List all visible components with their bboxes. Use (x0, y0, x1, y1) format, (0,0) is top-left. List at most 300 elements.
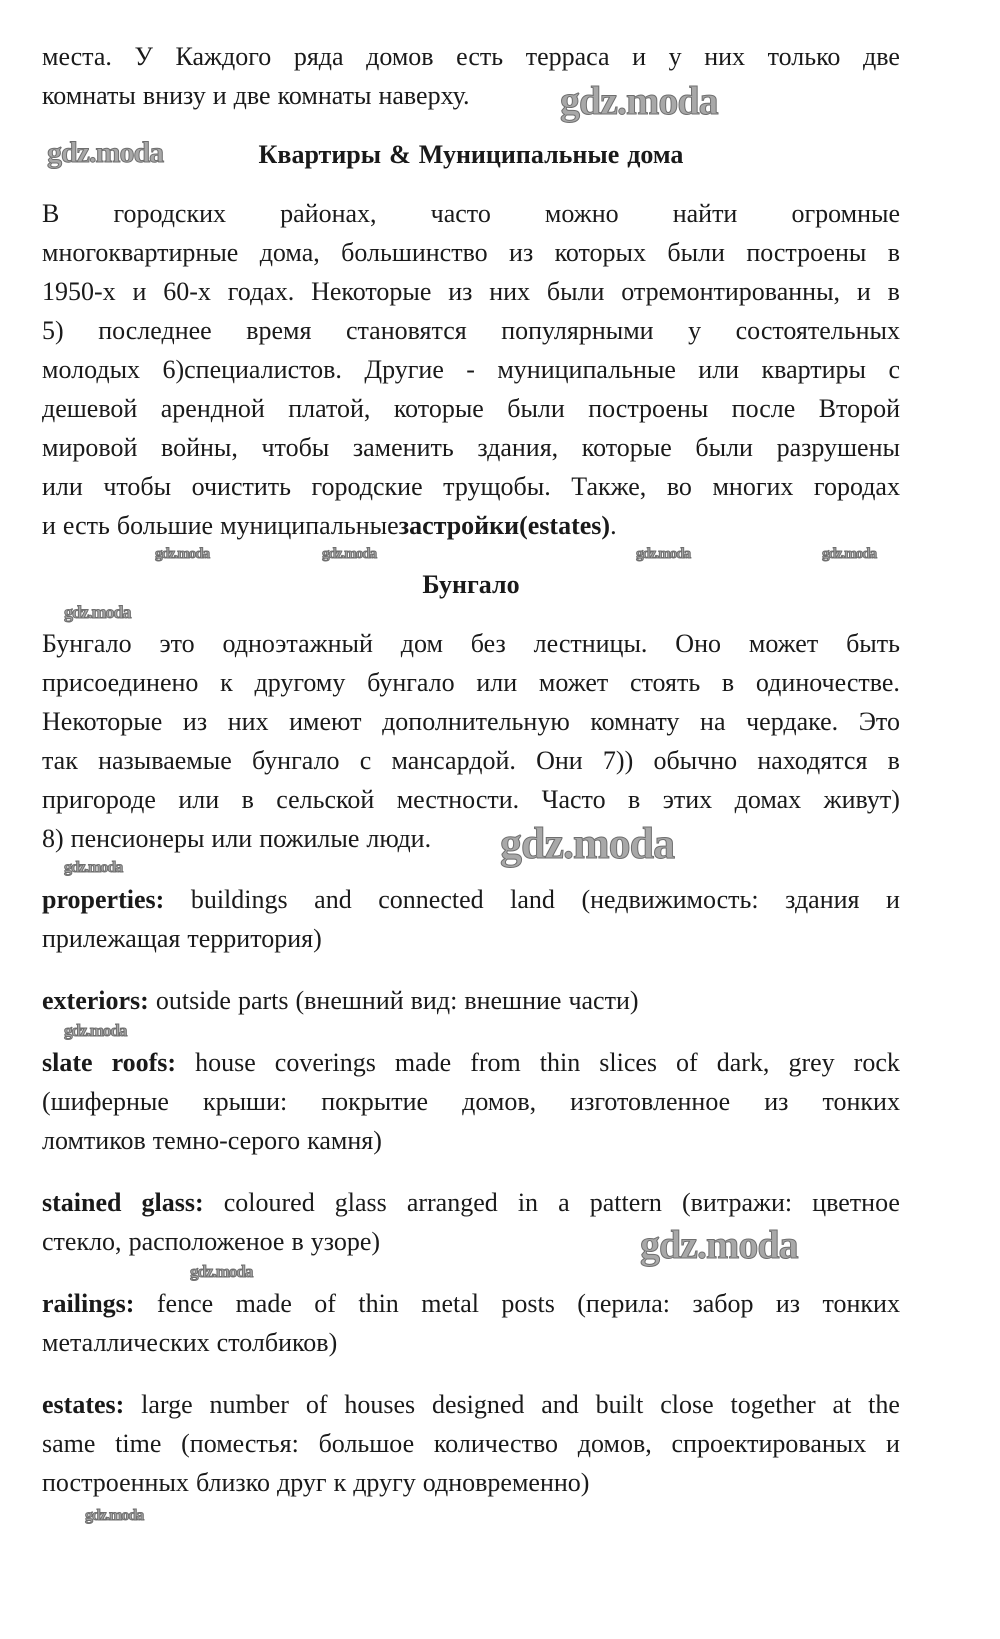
bold-term: glass: (141, 1188, 204, 1217)
watermark: gdz.moda (640, 1222, 798, 1267)
text-line (42, 389, 900, 428)
watermark: gdz.moda (500, 819, 675, 868)
watermark: gdz.moda (155, 546, 210, 562)
word: металлических (42, 1328, 210, 1357)
text-line (42, 350, 900, 389)
word: : (125, 1289, 135, 1318)
word: большое (318, 1429, 415, 1458)
word: time (115, 1429, 162, 1458)
text-line (42, 135, 900, 174)
word: здания (785, 885, 860, 914)
word: городских (113, 199, 227, 228)
word: большинство (341, 238, 488, 267)
glossary-entry (42, 1284, 900, 1362)
word: from (470, 1048, 521, 1077)
word: of (314, 1289, 336, 1318)
word: прилежащая (42, 924, 181, 953)
word: (недвижимость: (581, 885, 759, 914)
text-line (42, 1463, 900, 1502)
bold-term: roofs: (111, 1048, 177, 1077)
watermark: gdz.moda (190, 1262, 253, 1281)
word: были (667, 238, 725, 267)
document-page (42, 37, 900, 1502)
text-line (42, 880, 900, 919)
bold-term: Муниципальные (418, 140, 620, 169)
bold-term: properties: (42, 885, 165, 914)
word: арендной (160, 394, 265, 423)
word: pattern (589, 1188, 662, 1217)
word: забор (692, 1289, 754, 1318)
word: квартиры (761, 355, 867, 384)
word: присоединено (42, 668, 199, 697)
text-line (42, 1043, 900, 1082)
word: Некоторые (311, 277, 432, 306)
word: две (233, 81, 271, 110)
word: made (394, 1048, 452, 1077)
bold-term: застройки(estates) (398, 511, 611, 540)
bold-term: exteriors: (42, 986, 149, 1015)
word: at (832, 1390, 852, 1419)
bold-term: estates: (42, 1390, 125, 1419)
word: или (698, 355, 740, 384)
word: одновременно) (422, 1468, 590, 1497)
word: of (676, 1048, 698, 1077)
word: были (546, 277, 605, 306)
word: number (209, 1390, 289, 1419)
section-heading (42, 565, 900, 604)
word: очистить (191, 472, 291, 501)
word: из (509, 238, 534, 267)
text-line (42, 624, 900, 663)
word: и (42, 511, 56, 540)
word: мировой (42, 433, 138, 462)
word: coloured (223, 1188, 315, 1217)
word: городах (813, 472, 900, 501)
word: после (731, 394, 796, 423)
word: land (510, 885, 555, 914)
glossary-entry (42, 1043, 900, 1160)
text-line (42, 233, 900, 272)
word: У (134, 42, 153, 71)
word: (поместья: (181, 1429, 299, 1458)
word: платой, (288, 394, 371, 423)
word: outside (155, 986, 231, 1015)
word: во (666, 472, 692, 501)
word: разрушены (776, 433, 900, 462)
word: них (489, 277, 531, 306)
word: and (541, 1390, 579, 1419)
word: из (448, 277, 473, 306)
word: metal (421, 1289, 479, 1318)
word: войны, (160, 433, 238, 462)
word: и (856, 277, 871, 306)
word: built (595, 1390, 644, 1419)
word: бунгало (367, 668, 455, 697)
text-line (42, 741, 900, 780)
text-line (42, 37, 900, 76)
word: к (220, 668, 233, 697)
word: последнее (98, 316, 212, 345)
bold-term: railings: (42, 1289, 135, 1318)
word: arranged (406, 1188, 498, 1217)
word: и (886, 1429, 900, 1458)
word: состоятельных (735, 316, 900, 345)
word: только (767, 42, 841, 71)
word: в (887, 277, 900, 306)
word: или (211, 824, 253, 853)
word: здания, (477, 433, 559, 462)
word: цветное (812, 1188, 900, 1217)
word: дешевой (42, 394, 138, 423)
word: : (195, 1188, 204, 1217)
word: территория) (187, 924, 322, 953)
word: дополнительную (382, 707, 570, 736)
word: расположеное (128, 1227, 285, 1256)
text-line (42, 467, 900, 506)
word: close (660, 1390, 714, 1419)
text-line (42, 919, 900, 958)
word: построены (746, 238, 867, 267)
word: отремонтированны, (621, 277, 841, 306)
bold-term: Бунгало (422, 570, 520, 599)
word: 7)) (602, 746, 634, 775)
word: домов (366, 42, 434, 71)
word: чтобы (261, 433, 330, 462)
word: были (507, 394, 565, 423)
paragraph (42, 624, 900, 858)
word: живут) (823, 785, 900, 814)
word: в (628, 785, 641, 814)
word: dark, (716, 1048, 770, 1077)
word: домах (734, 785, 802, 814)
word: них (704, 42, 746, 71)
text-line (42, 819, 900, 858)
word: чтобы (103, 472, 172, 501)
word: части) (568, 986, 639, 1015)
word: которых (554, 238, 647, 267)
word: coverings (274, 1048, 376, 1077)
glossary-entry (42, 981, 900, 1020)
word: designed (431, 1390, 525, 1419)
word: заменить (352, 433, 454, 462)
word: в (887, 746, 900, 775)
text-line (42, 565, 900, 604)
word: годах. (227, 277, 295, 306)
word: с (359, 746, 372, 775)
word: Это (858, 707, 900, 736)
word: спроектированых (671, 1429, 867, 1458)
word: и (886, 885, 900, 914)
watermark: gdz.moda (64, 602, 131, 622)
text-line (42, 1385, 900, 1424)
word: пригороде (42, 785, 156, 814)
word: лестницы. (533, 629, 648, 658)
word: a (558, 1188, 570, 1217)
word: glass (334, 1188, 387, 1217)
word: стекло, (42, 1227, 122, 1256)
word: Каждого (175, 42, 272, 71)
word: the (868, 1390, 900, 1419)
bold-term: дома (627, 140, 684, 169)
word: в (887, 238, 900, 267)
word: у (688, 316, 702, 345)
word: темно-серого (152, 1126, 301, 1155)
word: и (132, 277, 147, 306)
text-line (42, 702, 900, 741)
word: это (159, 629, 195, 658)
text-line (42, 663, 900, 702)
word: трущобы. (443, 472, 551, 501)
word: made (235, 1289, 292, 1318)
word: connected (378, 885, 484, 914)
word: часто (430, 199, 491, 228)
word: из (182, 707, 208, 736)
text-line (42, 1424, 900, 1463)
word: одноэтажный (222, 629, 373, 658)
text-line (42, 1121, 900, 1160)
word: изготовленное (570, 1087, 731, 1116)
word: есть (62, 511, 110, 540)
word: огромные (791, 199, 900, 228)
word: внизу (142, 81, 206, 110)
word: из (764, 1087, 789, 1116)
word: домов, (462, 1087, 537, 1116)
word: large (141, 1390, 193, 1419)
word: 8) (42, 824, 64, 853)
word: две (863, 42, 900, 71)
word: районах, (280, 199, 377, 228)
word: или (42, 472, 83, 501)
word: бунгало (251, 746, 340, 775)
word: Оно (675, 629, 721, 658)
word: так (42, 746, 78, 775)
word: Другие (364, 355, 444, 384)
word: in (517, 1188, 539, 1217)
word: same (42, 1429, 96, 1458)
text-line (42, 981, 900, 1020)
watermark: gdz.moda (47, 136, 164, 169)
paragraph (42, 194, 900, 545)
word: 5) (42, 316, 64, 345)
word: без (470, 629, 506, 658)
word: house (195, 1048, 256, 1077)
word: buildings (190, 885, 288, 914)
word: Также, (571, 472, 647, 501)
word: называемые (98, 746, 232, 775)
word: обычно (653, 746, 738, 775)
word: может (538, 668, 609, 697)
word: другу (353, 1468, 416, 1497)
word: количество (433, 1429, 559, 1458)
word: домов, (577, 1429, 652, 1458)
word: комнаты (42, 81, 136, 110)
watermark: gdz.moda (636, 546, 691, 562)
word: комнату (590, 707, 680, 736)
bold-term: slate (42, 1048, 93, 1077)
word: houses (344, 1390, 416, 1419)
word: В (42, 199, 60, 228)
word: вид: (410, 986, 458, 1015)
word: дома, (259, 238, 320, 267)
word: многих (712, 472, 794, 501)
word: столбиков) (216, 1328, 338, 1357)
word: наверху. (378, 81, 470, 110)
word: одиночестве. (755, 668, 900, 697)
word: найти (672, 199, 738, 228)
word: покрытие (321, 1087, 429, 1116)
word: которые (393, 394, 484, 423)
word: : (167, 1048, 177, 1077)
word: (шиферные (42, 1087, 169, 1116)
word: популярными (501, 316, 654, 345)
word: к (333, 1468, 347, 1497)
word: тонких (822, 1087, 900, 1116)
word: люди. (366, 824, 432, 853)
word: можно (544, 199, 619, 228)
text-line (42, 272, 900, 311)
word: муниципальные (497, 355, 676, 384)
text-line (42, 194, 900, 233)
word: из (775, 1289, 801, 1318)
word: имеют (289, 707, 362, 736)
word: этих (662, 785, 713, 814)
word: находятся (757, 746, 868, 775)
word: дом (400, 629, 443, 658)
word: муниципальныезастройки(estates). (220, 511, 617, 540)
word: мансардой. (391, 746, 516, 775)
word: близко (195, 1468, 270, 1497)
text-line (42, 1323, 900, 1362)
word: время (246, 316, 312, 345)
text-line (42, 1284, 900, 1323)
text-line (42, 1082, 900, 1121)
watermark: gdz.moda (64, 1021, 127, 1040)
text-line (42, 780, 900, 819)
word: Они (536, 746, 583, 775)
word: многоквартирные (42, 238, 239, 267)
text-line (42, 311, 900, 350)
word: slices (599, 1048, 658, 1077)
word: of (305, 1390, 328, 1419)
word: быть (846, 629, 900, 658)
word: . (610, 511, 617, 540)
word: крыши: (202, 1087, 288, 1116)
word: становятся (345, 316, 467, 345)
word: у (668, 42, 682, 71)
word: или (178, 785, 220, 814)
word: другому (254, 668, 346, 697)
word: 60-х (163, 277, 211, 306)
word: and (314, 885, 352, 914)
word: и (212, 81, 227, 110)
word: thin (539, 1048, 581, 1077)
word: (перила: (577, 1289, 671, 1318)
word: : (115, 1390, 125, 1419)
word: терраса (525, 42, 610, 71)
text-line (42, 76, 900, 115)
word: grey (788, 1048, 835, 1077)
paragraph (42, 37, 900, 115)
watermark: gdz.moda (560, 78, 718, 123)
word: и (632, 42, 647, 71)
bold-term: & (389, 140, 411, 169)
watermark: gdz.moda (822, 546, 877, 562)
word: молодых (42, 355, 141, 384)
word: пожилые (259, 824, 360, 853)
word: Часто (541, 785, 606, 814)
word: комнаты (277, 81, 372, 110)
word: городские (311, 472, 423, 501)
word: стоять (629, 668, 701, 697)
word: Бунгало (42, 629, 132, 658)
word: были (695, 433, 753, 462)
word: (внешний (295, 986, 404, 1015)
word: которые (581, 433, 672, 462)
word: построены (588, 394, 709, 423)
word: fence (156, 1289, 214, 1318)
bold-term: stained (42, 1188, 122, 1217)
word: (витражи: (681, 1188, 793, 1217)
word: внешние (464, 986, 562, 1015)
word: ряда (293, 42, 344, 71)
word: друг (277, 1468, 327, 1497)
word: Некоторые (42, 707, 163, 736)
word: 1950-х (42, 277, 116, 306)
word: тонких (822, 1289, 900, 1318)
word: на (700, 707, 726, 736)
word: или (476, 668, 518, 697)
word: камня) (307, 1126, 382, 1155)
text-line (42, 1183, 900, 1222)
watermark: gdz.moda (85, 1507, 144, 1524)
text-line (42, 428, 900, 467)
word: построенных (42, 1468, 189, 1497)
word: в (241, 785, 254, 814)
word: пенсионеры (70, 824, 205, 853)
watermark: gdz.moda (64, 859, 123, 876)
bold-term: Квартиры (258, 140, 382, 169)
watermark: gdz.moda (322, 546, 377, 562)
glossary-entry (42, 880, 900, 958)
word: parts (237, 986, 289, 1015)
section-heading (42, 135, 900, 174)
word: : (155, 885, 165, 914)
word: Второй (818, 394, 900, 423)
word: : (140, 986, 149, 1015)
word: сельской (276, 785, 375, 814)
word: может (748, 629, 819, 658)
word: большие (116, 511, 214, 540)
word: местности. (396, 785, 520, 814)
word: есть (456, 42, 504, 71)
word: rock (853, 1048, 900, 1077)
text-line (42, 506, 900, 545)
word: в (291, 1227, 304, 1256)
word: thin (358, 1289, 399, 1318)
word: ломтиков (42, 1126, 146, 1155)
word: узоре) (310, 1227, 381, 1256)
word: них (227, 707, 269, 736)
word: 6)специалистов. (162, 355, 342, 384)
word: места. (42, 42, 112, 71)
glossary-entry (42, 1385, 900, 1502)
word: чердаке. (746, 707, 839, 736)
word: - (466, 355, 475, 384)
word: posts (501, 1289, 555, 1318)
word: together (730, 1390, 816, 1419)
word: с (888, 355, 900, 384)
word: в (721, 668, 735, 697)
